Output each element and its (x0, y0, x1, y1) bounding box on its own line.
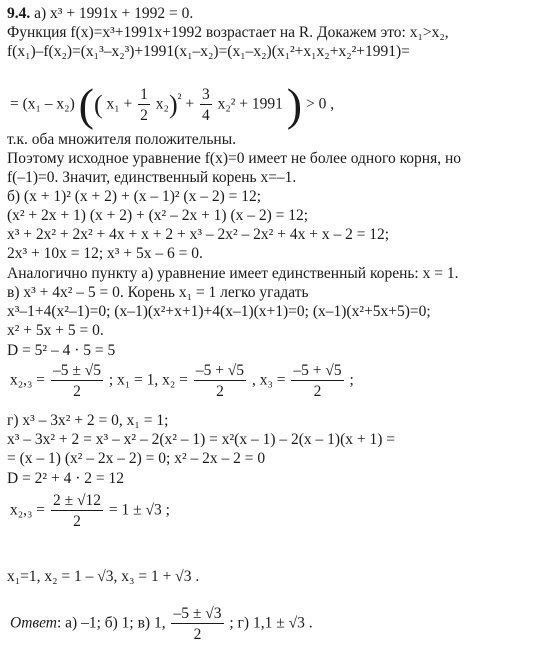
bracket-close: ) (286, 79, 303, 130)
line-b-expand1: (x² + 2x + 1) (x + 2) + (x² – 2x + 1) (x – 2) = 12; (7, 207, 309, 224)
line-part-v: в) x³ + 4x² – 5 = 0. Корень x₁ = 1 легко угадать (7, 284, 309, 301)
line-g-factor2: = (x – 1) (x² – 2x – 2) = 0; x² – 2x – 2 = 0 (7, 450, 266, 467)
line-part-b: б) (x + 1)² (x + 2) + (x – 1)² (x – 2) = 12; (7, 188, 262, 205)
answer-label: Ответ (10, 614, 57, 632)
answer-part1: : а) –1; б) 1; в) 1, (56, 614, 166, 632)
paren-close: ) (168, 90, 178, 119)
bracket-open: ( (78, 79, 94, 130)
g-root-fraction: $\frac{2 \pm √12}{2}$ (52, 492, 101, 530)
v-x1: ; x₁ = 1, x₂ = (108, 371, 188, 389)
v-end: ; (349, 371, 354, 389)
line-unique-root: f(–1)=0. Значит, единственный корень x=–1. (7, 169, 297, 186)
square-exponent: ² (177, 90, 182, 106)
line-both-positive: т.к. оба множителя положительны. (7, 131, 237, 148)
tq-term: x₂² + 1991 (217, 95, 283, 113)
v-roots (10, 362, 354, 400)
line-g-factor1: x³ – 3x² + 2 = x³ – x² – 2(x² – 1) = x²(x – 1) – 2(x – 1)(x + 1) = (7, 431, 396, 448)
v-x2-fraction: $\frac{-5 + √5}{2}$ (195, 362, 245, 400)
part-a-equation: а) x³ + 1991x + 1992 = 0. (34, 5, 194, 22)
answer-part2: ; г) 1,1 ± √3 . (229, 614, 313, 632)
line-g-values: x₁=1, x₂ = 1 – √3, x₃ = 1 + √3 . (7, 568, 200, 585)
problem-number: 9.4. (7, 5, 31, 22)
inner-start: x₁ + (106, 95, 133, 113)
v-roots-label: x₂,₃ = (10, 371, 46, 389)
paren-open: ( (93, 90, 103, 119)
line-v-factor: x³–1+4(x²–1)=0; (x–1)(x²+x+1)+4(x–1)(x+1)=0; (x–1)(x²+5x+5)=0; (7, 303, 431, 320)
g-roots (10, 492, 170, 530)
three-quarter-fraction: $\frac{3}{4}$ (201, 86, 210, 124)
line-b-simplified: 2x³ + 10x = 12; x³ + 5x – 6 = 0. (7, 245, 203, 262)
greater-zero: > 0 , (305, 95, 335, 113)
line-g-discriminant: D = 2² + 4 · 2 = 12 (7, 470, 124, 487)
answer-line (10, 605, 313, 643)
line-therefore: Поэтому исходное уравнение f(x)=0 имеет не более одного корня, но (7, 150, 462, 167)
line-b-expand2: x³ + 2x² + 2x² + 4x + x + 2 + x³ – 2x² – 2x² + 4x + x – 2 = 12; (7, 226, 390, 243)
line-difference: f(x₁)–f(x₂)=(x₁³–x₂³)+1991(x₁–x₂)=(x₁–x₂)(x₁²+x₁x₂+x₂²+1991)= (7, 43, 410, 60)
answer-fraction: $\frac{-5 \pm √3}{2}$ (173, 605, 222, 643)
v-root-fraction: $\frac{-5 \pm √5}{2}$ (52, 362, 101, 400)
g-roots-simplified: = 1 ± √3 ; (108, 501, 170, 519)
half-fraction: $\frac{1}{2}$ (140, 86, 148, 124)
plus-sign: + (185, 95, 195, 113)
v-x3: , x₃ = (251, 371, 286, 389)
g-roots-label: x₂,₃ = (10, 501, 46, 519)
line-function-statement: Функция f(x)=x³+1991x+1992 возрастает на R. Докажем это: x₁>x₂, (7, 24, 449, 41)
line-v-quadratic: x² + 5x + 5 = 0. (7, 322, 104, 339)
line-analogous: Аналогично пункту а) уравнение имеет единственный корень: x = 1. (7, 265, 459, 282)
v-x3-fraction: $\frac{-5 + √5}{2}$ (293, 362, 342, 400)
factor-term: = (x₁ – x₂) (10, 95, 75, 113)
line-part-g: г) x³ – 3x² + 2 = 0, x₁ = 1; (7, 412, 169, 429)
line-part-a (7, 5, 193, 23)
line-v-discriminant: D = 5² – 4 · 5 = 5 (7, 342, 116, 359)
factored-inequality (10, 79, 335, 130)
inner-end: x₂ (155, 95, 169, 113)
